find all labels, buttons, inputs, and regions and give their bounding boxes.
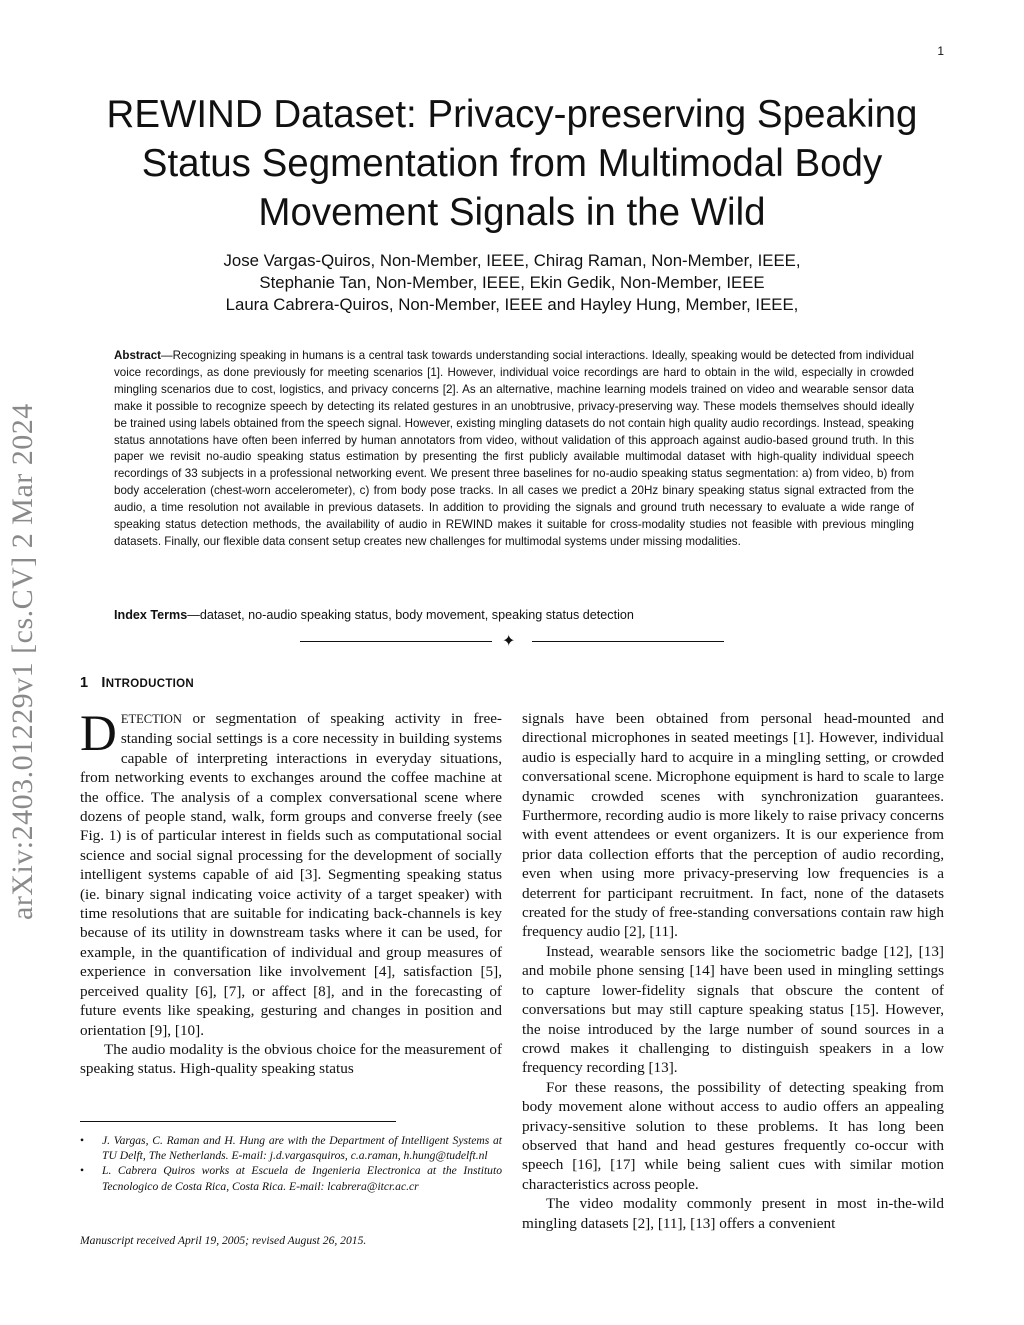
intro-paragraph: The video modality commonly present in most in-the-wild mingling datasets [2], [11], [13] offers a convenient bbox=[522, 1195, 944, 1232]
divider-star-icon: ✦ bbox=[502, 631, 516, 650]
drop-cap: D bbox=[80, 706, 117, 762]
manuscript-note: Manuscript received April 19, 2005; revised August 26, 2015. bbox=[80, 1234, 367, 1247]
intro-paragraph: The audio modality is the obvious choice for the measurement of speaking status. High-quality speaking status bbox=[80, 1040, 502, 1078]
intro-smallcaps: ETECTION bbox=[120, 712, 182, 726]
abstract bbox=[114, 348, 914, 551]
footnote-text: J. Vargas, C. Raman and H. Hung are with the Department of Intelligent Systems at TU Delft, The Netherlands. E-mail: j.d.vargasquiros, c.a.raman, h.hung@tudelft.nl bbox=[102, 1134, 502, 1163]
footnote-text: L. Cabrera Quiros works at Escuela de Ingenieria Electronica at the Instituto Tecnologico de Costa Rica, Costa Rica. E-mail: lcabrera@itcr.ac.cr bbox=[102, 1164, 502, 1193]
author-line: Jose Vargas-Quiros, Non-Member, IEEE, Chirag Raman, Non-Member, IEEE, bbox=[223, 251, 801, 270]
footnotes bbox=[80, 1133, 502, 1194]
intro-paragraph: signals have been obtained from personal head-mounted and directional microphones in seated meetings [1]. However, individual audio is especially hard to acquire in a mingling setting, or crowded conversational scene. Microphone equipment is hard to scale to large dynamic crowded scenes with synchronization guarantees. Furthermore, recording audio is more likely to raise privacy concerns with event attendees or event organizers. It is our experience from prior data collection efforts that the perception of audio recording, even when using more privacy-preserving low frequencies is a deterrent for participant recruitment. In fact, none of the datasets created for the study of free-standing conversations contain raw high frequency audio [2], [11]. bbox=[522, 710, 944, 941]
footnote-affiliation bbox=[80, 1163, 502, 1193]
index-terms bbox=[114, 608, 914, 622]
page-number: 1 bbox=[937, 44, 944, 58]
footnote-affiliation bbox=[80, 1133, 502, 1163]
right-column bbox=[522, 709, 944, 1233]
bullet-icon: • bbox=[80, 1164, 85, 1178]
intro-paragraph: For these reasons, the possibility of detecting speaking from body movement alone without access to audio offers an appealing privacy-sensitive solution to these problems. It has long been observed that hand and head gestures frequently co-occur with speech [16], [17] while being salient cues with similar motion characteristics across people. bbox=[522, 1078, 944, 1193]
section-number: 1 bbox=[80, 675, 89, 691]
abstract-text: —Recognizing speaking in humans is a central task towards understanding social interactions. Ideally, speaking would be detected from individual voice recordings, as done previously for meeting scenarios [1]. However, individual voice recordings are hard to obtain in the wild, especially in crowded mingling scenarios due to cost, logistics, and privacy concerns [2]. As an alternative, machine learning models trained on video and wearable sensor data make it possible to recognize speech by detecting its related gestures in an unobtrusive, privacy-preserving way. These models themselves should ideally be trained using labels obtained from the speech signal. However, existing mingling datasets do not contain high quality audio recordings. Instead, speaking status annotations have often been inferred by human annotators from video, without validation of this approach against audio-based ground truth. In this paper we revisit no-audio speaking status estimation by presenting the first publicly available multimodal dataset with high-quality individual speech recordings of 33 subjects in a professional networking event. We present three baselines for no-audio speaking status segmentation: a) from video, b) from body acceleration (chest-worn accelerometer), c) from body pose tracks. In all cases we predict a 20Hz binary speaking status signal extracted from the audio, a time resolution not available in previous datasets. In addition to providing the signals and ground truth necessary to evaluate a wide range of speaking status detection methods, the availability of audio in REWIND makes it suitable for cross-modality studies not feasible with previous mingling datasets. Finally, our flexible data consent setup creates new challenges for multimodal systems under missing modalities. bbox=[114, 349, 914, 548]
index-terms-text: —dataset, no-audio speaking status, body movement, speaking status detection bbox=[187, 608, 634, 622]
intro-paragraph bbox=[80, 706, 502, 1040]
left-column bbox=[80, 706, 502, 1079]
section-title-rest: NTRODUCTION bbox=[105, 678, 194, 690]
index-terms-label: Index Terms bbox=[114, 608, 188, 622]
section-title-initial: I bbox=[101, 675, 106, 691]
footnote-rule bbox=[80, 1121, 396, 1122]
intro-paragraph: Instead, wearable sensors like the sociometric badge [12], [13] and mobile phone sensing [14] have been used in mingling settings to capture lower-fidelity signals that obscure the content of conversations but may still capture speaking status [15]. However, the noise introduced by the large number of sound sources in a crowd makes it challenging to distinguish speakers in a low frequency recording [13]. bbox=[522, 942, 944, 1077]
author-line: Laura Cabrera-Quiros, Non-Member, IEEE and Hayley Hung, Member, IEEE, bbox=[225, 295, 799, 314]
section-heading bbox=[80, 675, 194, 691]
intro-text: or segmentation of speaking activity in free-standing social settings is a core necessity in building systems capable of interpreting interactions in everyday situations, from networking events to exchanges around the coffee machine at the office. The analysis of a complex conversational scene where dozens of people stand, walk, form groups and converse freely (see Fig. 1) is of particular interest in fields such as computational social science and social signal processing for the development of socially intelligent systems capable of aid [3]. Segmenting speaking status (ie. binary signal indicating voice activity of a target speaker) with time resolutions that are suitable for indicating back-channels is key because of its utility in downstream tasks where it can be used, for example, in the quantification of individual and group measures of experience in conversation like involvement [4], satisfaction [5], perceived quality [6], [7], or affect [8], and in the forecasting of future events like speaking, gesturing and changes in position and orientation [9], [10]. bbox=[80, 710, 502, 1039]
divider-rule-left bbox=[300, 641, 492, 642]
author-line: Stephanie Tan, Non-Member, IEEE, Ekin Gedik, Non-Member, IEEE bbox=[259, 273, 765, 292]
arxiv-stamp: arXiv:2403.01229v1 [cs.CV] 2 Mar 2024 bbox=[6, 403, 39, 920]
bullet-icon: • bbox=[80, 1134, 85, 1147]
section-divider bbox=[300, 631, 724, 650]
paper-title: REWIND Dataset: Privacy-preserving Speaking Status Segmentation from Multimodal Body Movement Signals in the Wild bbox=[106, 93, 918, 234]
author-list bbox=[80, 250, 944, 316]
abstract-label: Abstract bbox=[114, 349, 162, 362]
divider-rule-right bbox=[532, 641, 724, 642]
